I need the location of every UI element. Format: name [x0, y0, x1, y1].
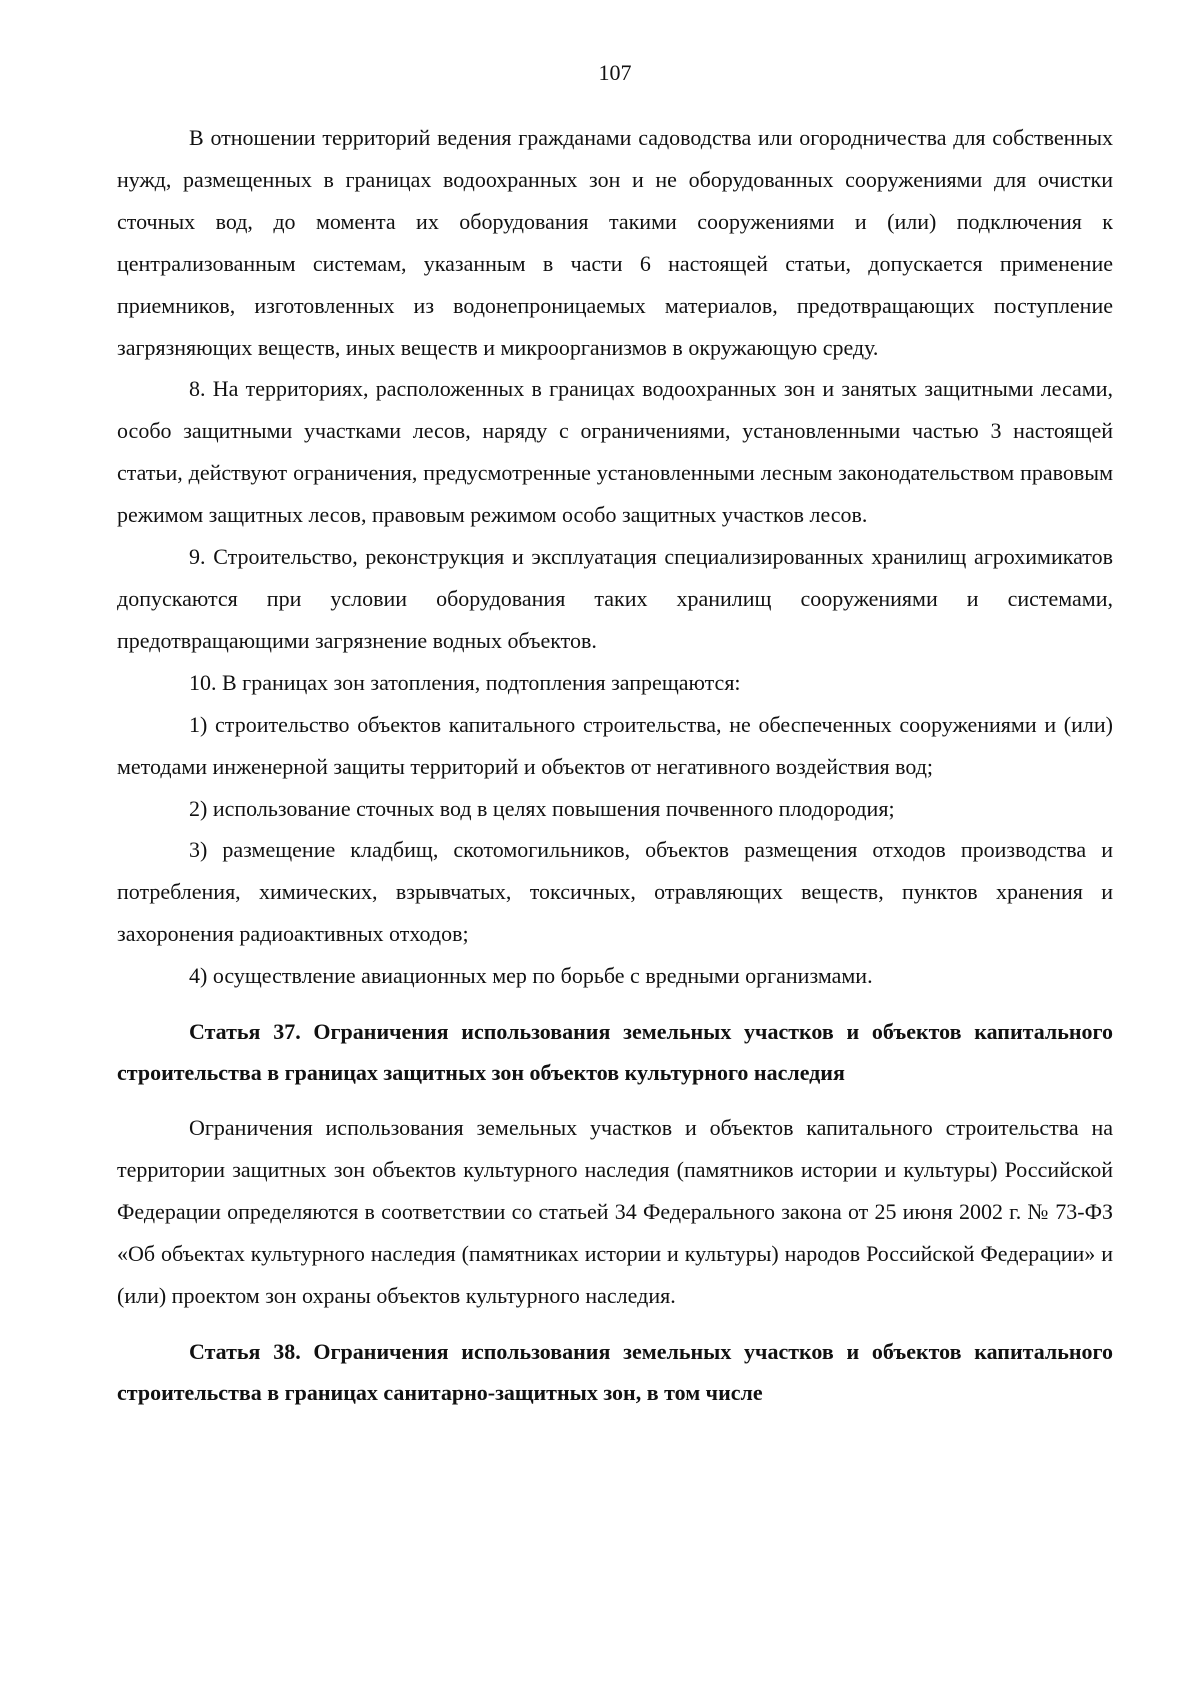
page-number: 107 [598, 60, 632, 85]
article-37-heading: Статья 37. Ограничения использования земельных участков и объектов капитального строительства в границах защитных зон объектов культурного наследия [117, 1019, 1113, 1086]
list-item-4: 4) осуществление авиационных мер по борьбе с вредными организмами. [189, 963, 873, 989]
paragraph-garden-territories: В отношении территорий ведения гражданами садоводства или огородничества для собственных нужд, размещенных в границах водоохранных зон и не оборудованных сооружениями для очистки сточных вод, до момента их оборудования такими сооружениями и (или) подключения к централизованным системам, указанным в части 6 настоящей статьи, допускается применение приемников, изготовленных из водонепроницаемых материалов, предотвращающих поступление загрязняющих веществ, иных веществ и микроорганизмов в окружающую среду. [117, 125, 1113, 360]
article-38-heading: Статья 38. Ограничения использования земельных участков и объектов капитального строительства в границах санитарно-защитных зон, в том числе [117, 1338, 1113, 1405]
paragraph-item-10: 10. В границах зон затопления, подтопления запрещаются: [189, 669, 741, 695]
paragraph-item-8: 8. На территориях, расположенных в границах водоохранных зон и занятых защитными лесами, особо защитными участками лесов, наряду с ограничениями, установленными частью 3 настоящей статьи, действуют ограничения, предусмотренные установленными лесным законодательством правовым режимом защитных лесов, правовым режимом особо защитных участков лесов. [117, 376, 1113, 528]
document-body [117, 117, 1113, 1413]
article-37-body: Ограничения использования земельных участков и объектов капитального строительства на территории защитных зон объектов культурного наследия (памятников истории и культуры) Российской Федерации определяются в соответствии со статьей 34 Федерального закона от 25 июня 2002 г. № 73-ФЗ «Об объектах культурного наследия (памятниках истории и культуры) народов Российской Федерации» и (или) проектом зон охраны объектов культурного наследия. [117, 1115, 1113, 1308]
list-item-3: 3) размещение кладбищ, скотомогильников, объектов размещения отходов производства и потребления, химических, взрывчатых, токсичных, отравляющих веществ, пунктов хранения и захоронения радиоактивных отходов; [117, 837, 1113, 947]
list-item-2: 2) использование сточных вод в целях повышения почвенного плодородия; [189, 795, 895, 821]
paragraph-item-9: 9. Строительство, реконструкция и эксплуатация специализированных хранилищ агрохимикатов допускаются при условии оборудования таких хранилищ сооружениями и системами, предотвращающими загрязнение водных объектов. [117, 544, 1113, 653]
list-item-1: 1) строительство объектов капитального строительства, не обеспеченных сооружениями и (или) методами инженерной защиты территорий и объектов от негативного воздействия вод; [117, 711, 1113, 779]
